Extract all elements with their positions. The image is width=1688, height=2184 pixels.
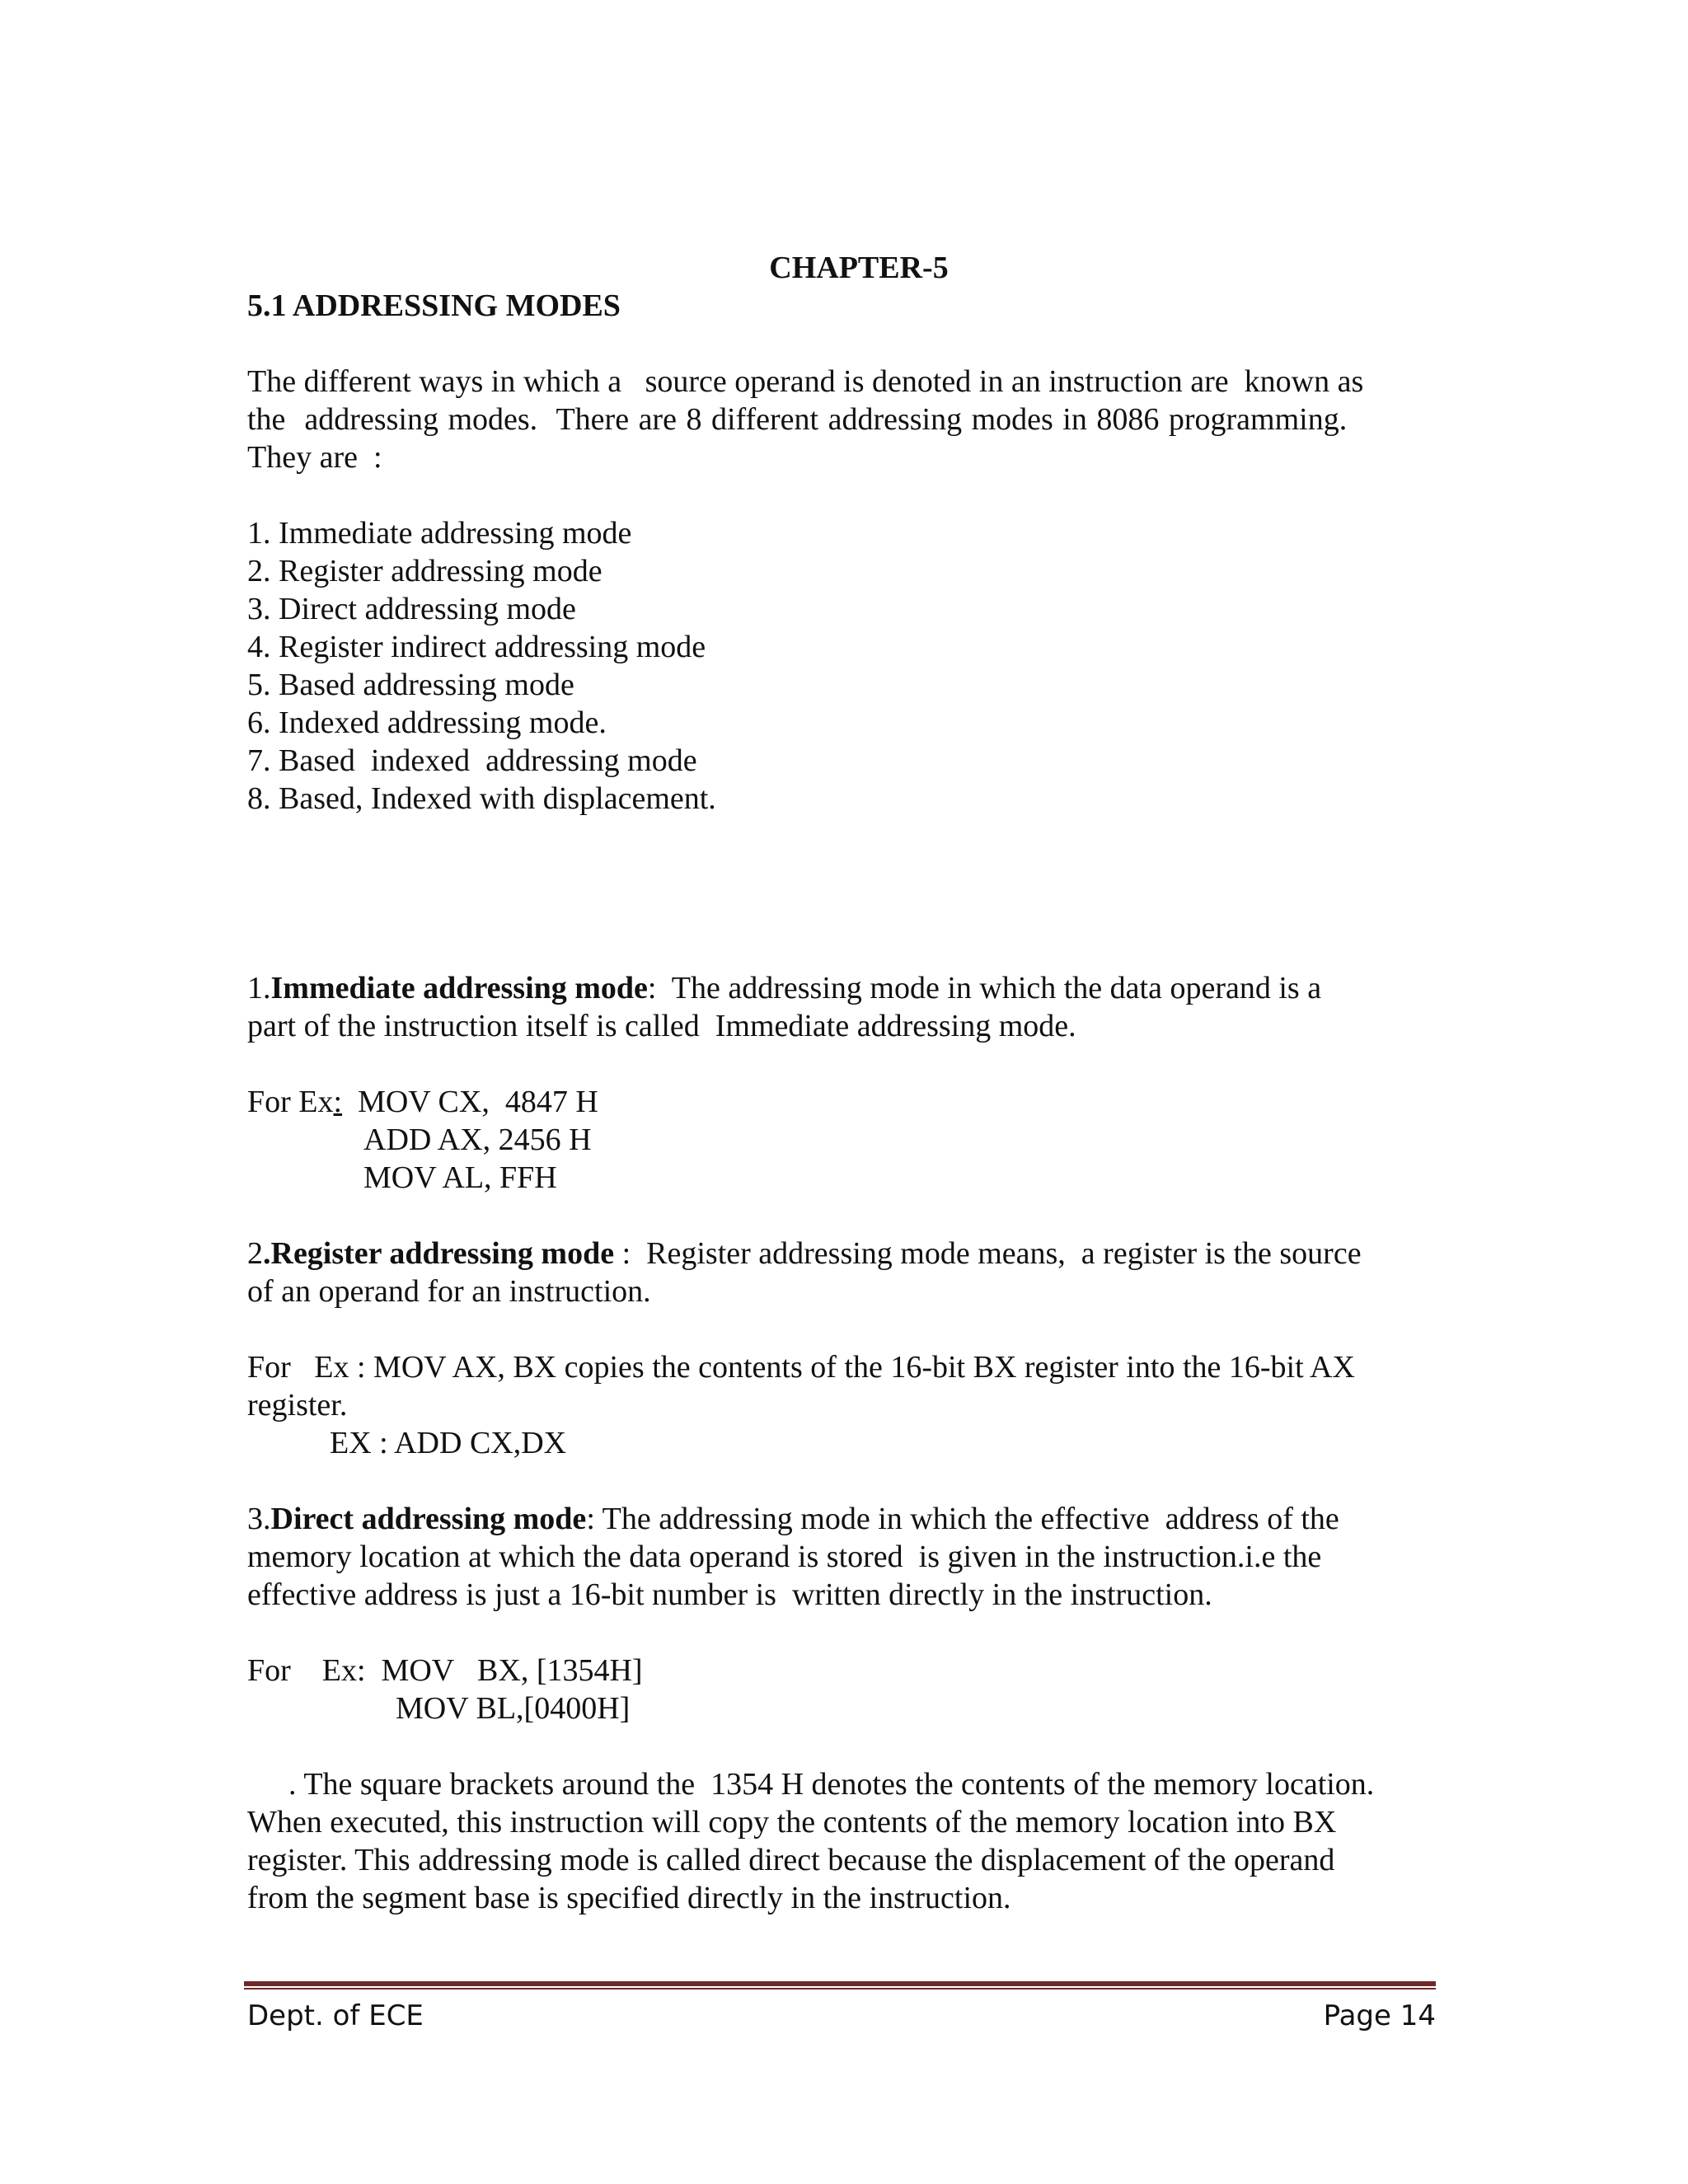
direct-note-line-3: register. This addressing mode is called direct because the displacement of the operand (247, 1843, 1335, 1877)
intro-line: the addressing modes. There are 8 different addressing modes in 8086 programming. (247, 402, 1348, 437)
example-code: MOV CX, 4847 H (342, 1085, 598, 1119)
intro-paragraph (247, 363, 1434, 476)
direct-mode-section (247, 1500, 1434, 1614)
immediate-example-3: MOV AL, FFH (363, 1160, 557, 1195)
immediate-heading: Immediate addressing mode (270, 971, 648, 1005)
footer-rule-thick (244, 1981, 1436, 1986)
register-heading: .Register addressing mode (263, 1236, 615, 1271)
footer-rule-thin (244, 1988, 1436, 1990)
list-item: 3. Direct addressing mode (247, 592, 576, 626)
direct-example-line-2: MOV BL,[0400H] (396, 1691, 631, 1726)
direct-line-2: memory location at which the data operand is stored is given in the instruction.i.e the (247, 1540, 1322, 1574)
register-mode-section (247, 1235, 1434, 1310)
list-item: 7. Based indexed addressing mode (247, 743, 697, 778)
list-item: 4. Register indirect addressing mode (247, 630, 706, 664)
intro-line: The different ways in which a source operand is denoted in an instruction are known as (247, 364, 1364, 399)
register-line-2: of an operand for an instruction. (247, 1274, 651, 1309)
section-title: 5.1 ADDRESSING MODES (247, 288, 621, 323)
register-line-1 (247, 1235, 1434, 1272)
immediate-example-2: ADD AX, 2456 H (363, 1122, 592, 1157)
direct-prefix: 3. (247, 1502, 271, 1536)
list-item: 2. Register addressing mode (247, 554, 603, 588)
immediate-prefix: 1. (247, 971, 271, 1005)
direct-heading: Direct addressing mode (270, 1502, 587, 1536)
register-example-line-2: register. (247, 1388, 348, 1422)
immediate-colon: : (647, 971, 657, 1005)
list-item: 8. Based, Indexed with displacement. (247, 781, 716, 816)
direct-note (247, 1765, 1434, 1917)
register-examples (247, 1348, 1434, 1462)
direct-examples (247, 1652, 1434, 1727)
modes-list (247, 514, 1434, 818)
chapter-title: CHAPTER-5 (769, 251, 949, 285)
register-line1-rest: : Register addressing mode means, a register is the source (614, 1236, 1362, 1271)
register-example-line-1: For Ex : MOV AX, BX copies the contents of the 16-bit BX register into the 16-bit AX (247, 1350, 1355, 1385)
footer-page-number: Page 14 (1323, 1999, 1436, 2032)
list-item: 1. Immediate addressing mode (247, 516, 632, 551)
direct-note-line-1: . The square brackets around the 1354 H denotes the contents of the memory location. (288, 1767, 1375, 1802)
intro-line: They are : (247, 440, 382, 475)
direct-example-line-1: For Ex: MOV BX, [1354H] (247, 1653, 643, 1688)
immediate-line-2: part of the instruction itself is called Immediate addressing mode. (247, 1009, 1076, 1043)
immediate-mode-section (247, 969, 1434, 1045)
immediate-line1-rest: The addressing mode in which the data operand is a (656, 971, 1322, 1005)
direct-line1-rest: : The addressing mode in which the effective address of the (586, 1502, 1339, 1536)
list-item: 5. Based addressing mode (247, 668, 574, 702)
register-example-line-3: EX : ADD CX,DX (330, 1426, 567, 1460)
direct-note-line-2: When executed, this instruction will copy the contents of the memory location into BX (247, 1805, 1337, 1840)
direct-line-1 (247, 1500, 1434, 1538)
immediate-example-1 (247, 1083, 1434, 1121)
footer-rule (244, 1981, 1436, 1990)
footer-department: Dept. of ECE (247, 1999, 424, 2032)
example-colon: : (333, 1085, 343, 1119)
register-prefix: 2 (247, 1236, 263, 1271)
direct-line-3: effective address is just a 16-bit number is written directly in the instruction. (247, 1577, 1212, 1612)
immediate-line-1 (247, 969, 1434, 1007)
example-label: For Ex (247, 1085, 334, 1119)
direct-note-line-4: from the segment base is specified directly in the instruction. (247, 1881, 1011, 1915)
immediate-examples (247, 1083, 1434, 1197)
list-item: 6. Indexed addressing mode. (247, 705, 607, 740)
